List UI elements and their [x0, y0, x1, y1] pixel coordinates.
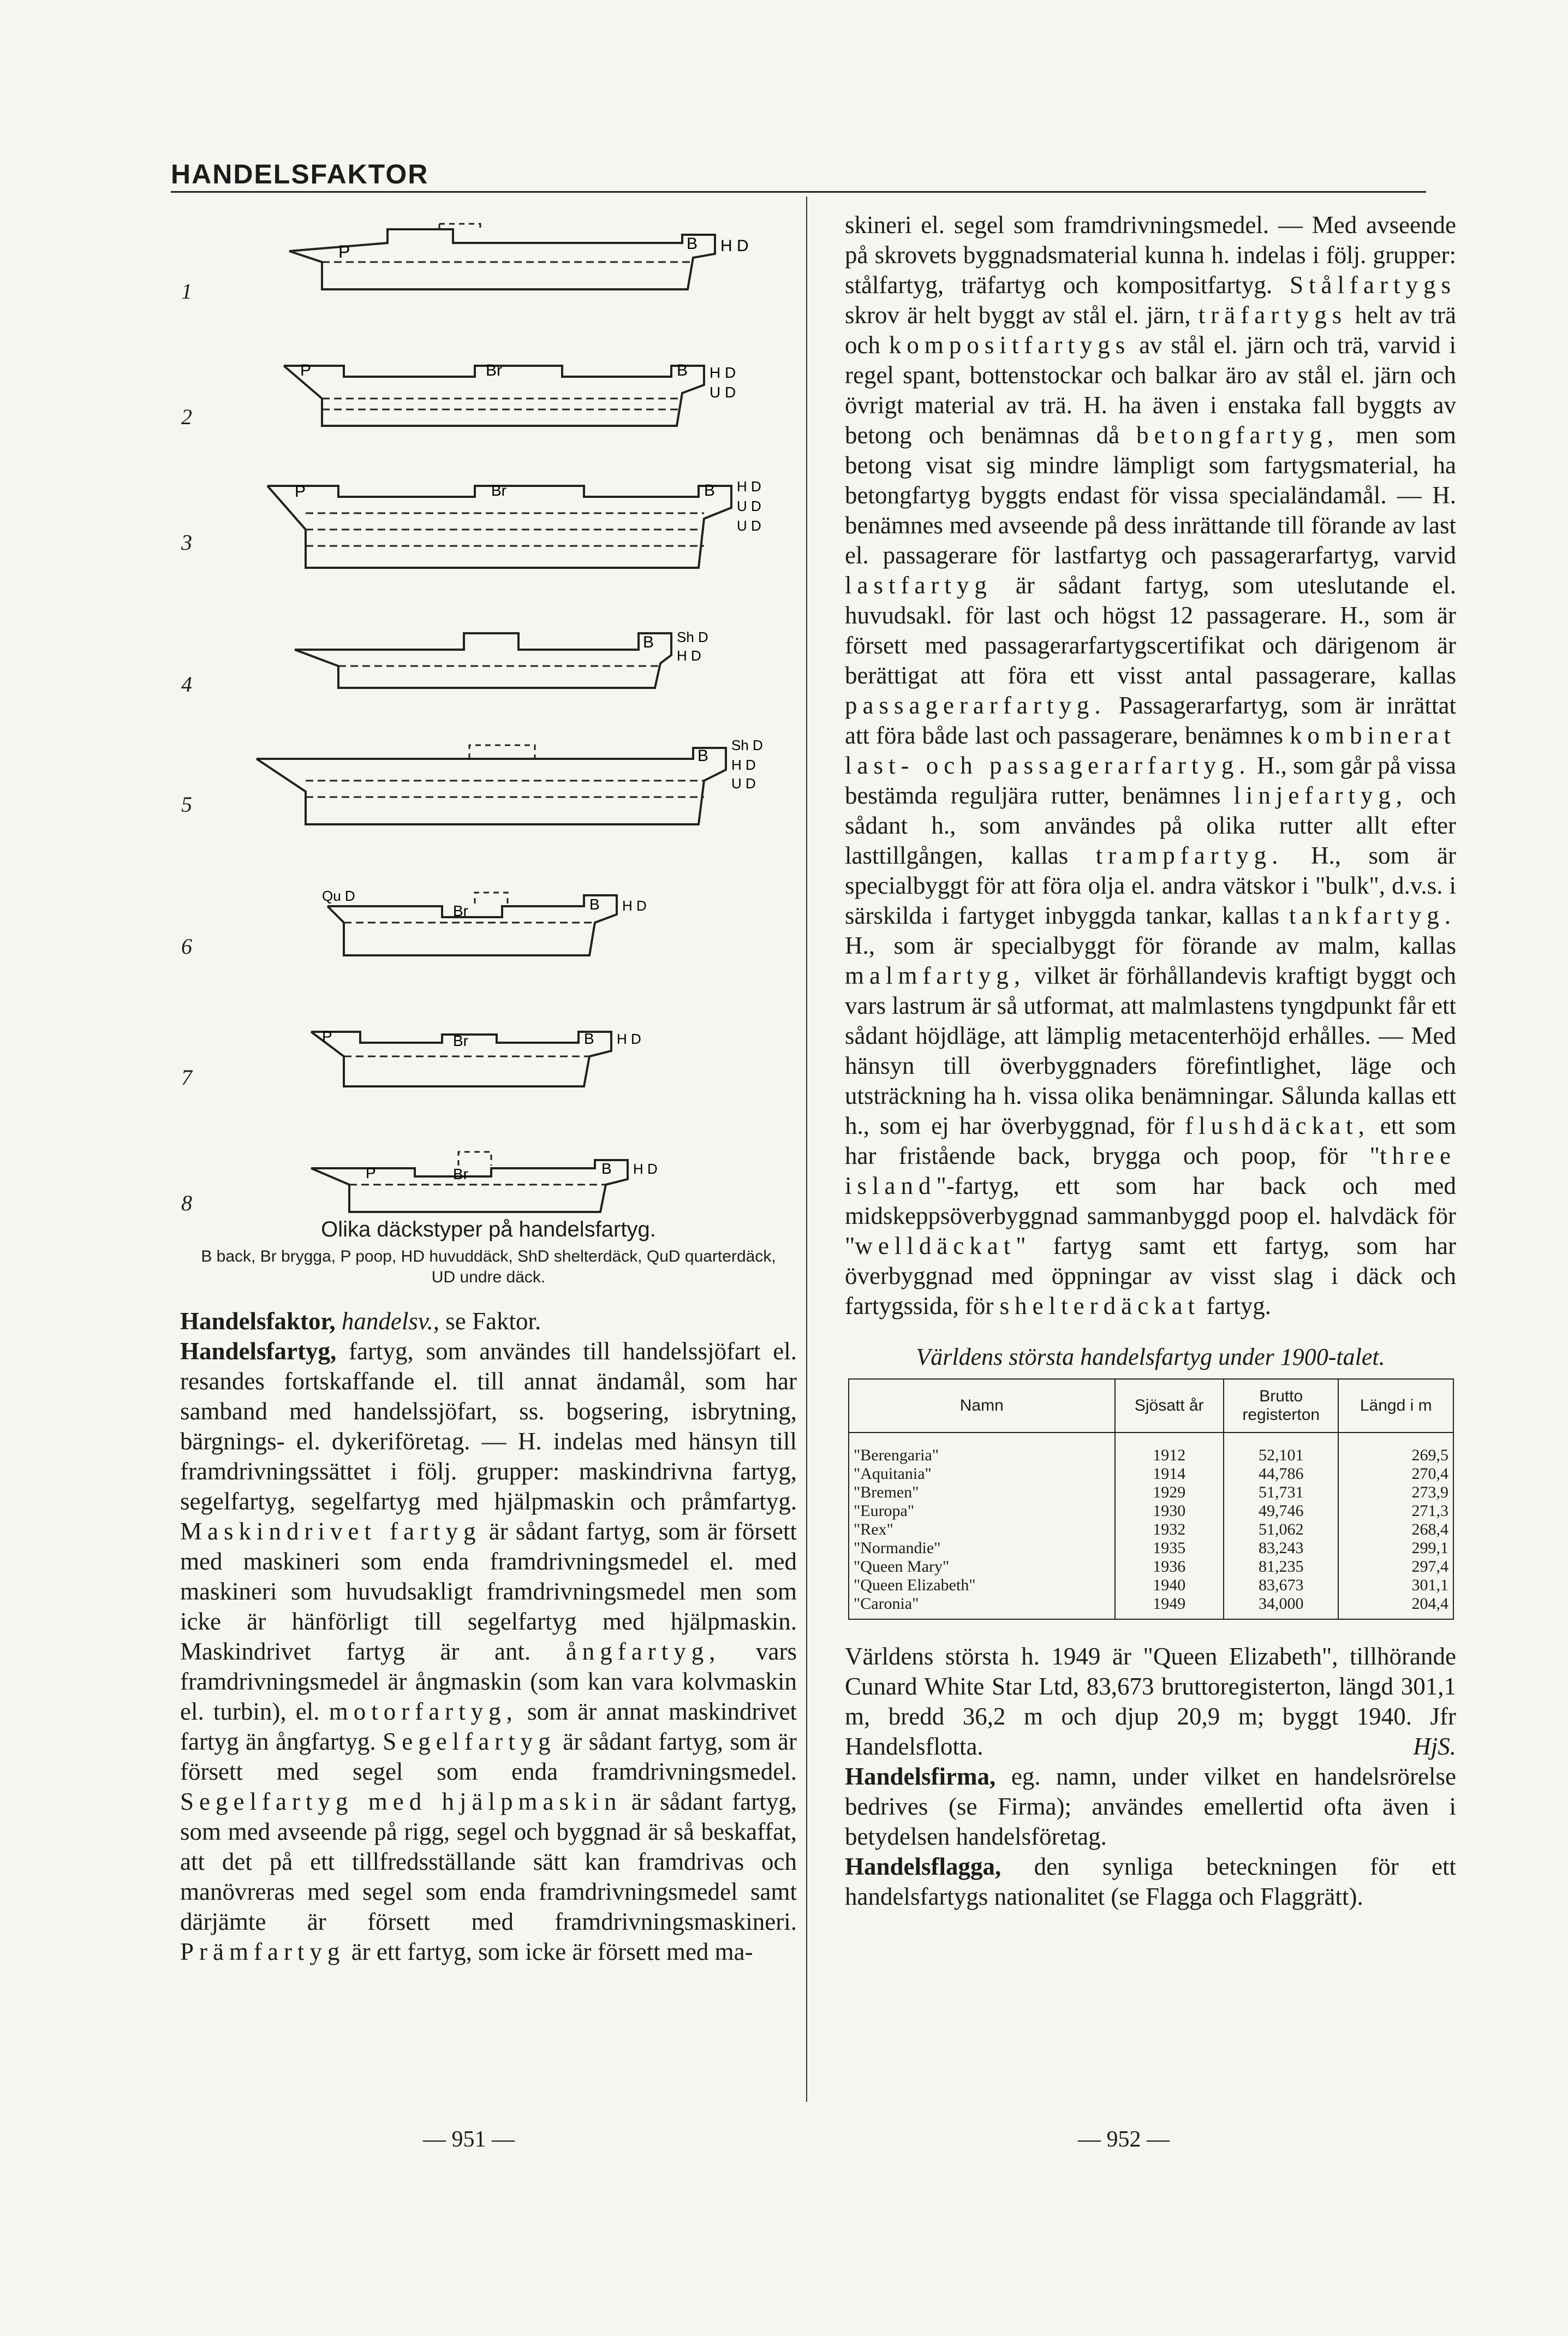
label-p: P — [366, 1164, 376, 1181]
table-row — [849, 1576, 1453, 1595]
spaced-term: linjefartyg, — [1233, 782, 1408, 809]
entry-text: av stål el. järn och trä, varvid i regel spant, bottenstockar och balkar äro av stål el. järn och övrigt material av trä. H. ha även i enstaka fall byggts av betong och benämnas då — [845, 331, 1456, 449]
entry-text: är ett fartyg, som icke är försett med ma- — [351, 1938, 753, 1965]
spaced-term: lastfartyg — [845, 572, 992, 599]
ship-diagram-8 — [180, 1130, 797, 1223]
page-header-title: HANDELSFAKTOR — [171, 159, 429, 189]
header-langd: Längd i m — [1338, 1379, 1453, 1432]
ship-diagram-5 — [180, 726, 797, 846]
entry-text: är sådant fartyg, som med avseende på rigg, segel och byggnad är så beskaffat, att det på ett tillfredsställande sätt kan framdrivas och manövreras med segel som enda framdrivningsmedel samt därjämte är försett med framdrivningsmaskineri. — [180, 1788, 797, 1935]
spaced-term: Stålfartygs — [1290, 271, 1456, 299]
label-p: P — [295, 483, 306, 501]
entry-handelsfartyg-continued — [845, 210, 1456, 1321]
entry-text: skineri el. segel som framdrivningsmedel. — Med avseende på skrovets byggnadsmaterial kunna h. indelas i följ. grupper: stålfartyg, träfartyg och kompositfartyg. — [845, 211, 1456, 299]
label-hd: H D — [731, 757, 756, 773]
ship-7-drawing — [213, 1004, 791, 1114]
label-br: Br — [491, 482, 506, 499]
label-b: B — [677, 361, 688, 379]
cell-length: 273,9 — [1338, 1483, 1453, 1502]
entry-text: vars framdrivningsmedel är ångmaskin (som kan vara kolvmaskin el. turbin), el. — [180, 1638, 797, 1725]
entry-text: se Faktor. — [445, 1307, 541, 1335]
ship-number: 2 — [181, 405, 192, 429]
entry-headword: Handelsflagga, — [845, 1853, 1001, 1880]
spaced-term: Prämfartyg — [180, 1938, 345, 1965]
ship-number: 4 — [181, 672, 192, 697]
label-hd: H D — [720, 237, 749, 255]
label-ud: U D — [737, 518, 761, 534]
label-b: B — [589, 896, 600, 913]
ship-2-drawing — [213, 338, 791, 448]
ship-1-drawing — [213, 207, 791, 317]
label-b: B — [584, 1030, 594, 1047]
entry-headword: Handelsfartyg, — [180, 1338, 337, 1365]
label-b: B — [601, 1160, 612, 1177]
entry-text: eg. namn, under vilket en handelsrörelse bedrives (se Firma); användes emellertid ofta även i betydelsen handelsföretag. — [845, 1763, 1457, 1850]
entry-handelsfaktor — [180, 1306, 797, 1336]
header-rule — [171, 191, 1426, 193]
label-ud: U D — [737, 498, 761, 514]
ship-number: 7 — [181, 1065, 192, 1090]
spaced-term: Segelfartyg — [383, 1728, 556, 1755]
cell-length: 204,4 — [1338, 1595, 1453, 1619]
header-sjosatt: Sjösatt år — [1115, 1379, 1224, 1432]
table-row — [849, 1502, 1453, 1520]
cell-length: 271,3 — [1338, 1502, 1453, 1520]
spaced-term: flushdäckat, — [1185, 1112, 1370, 1139]
cell-year: 1932 — [1115, 1520, 1224, 1539]
figure-caption: Olika däckstyper på handelsfartyg. — [321, 1217, 656, 1241]
spaced-term: betongfartyg, — [1136, 421, 1339, 449]
cell-name: "Caronia" — [849, 1595, 1115, 1619]
ship-8-drawing — [213, 1130, 791, 1223]
spaced-term: tankfartyg. — [1289, 902, 1456, 929]
entry-text: är sådant fartyg, som är försett med segel som enda framdrivningsmedel. — [180, 1728, 797, 1785]
cell-year: 1949 — [1115, 1595, 1224, 1619]
cell-length: 268,4 — [1338, 1520, 1453, 1539]
largest-ships-table — [848, 1378, 1454, 1620]
entry-text: "-fartyg, ett som har back och med midskeppsöverbyggnad sammanbyggd poop el. halvdäck för " — [845, 1172, 1456, 1259]
ship-number: 5 — [181, 792, 192, 817]
cell-tonnage: 83,673 — [1224, 1576, 1339, 1595]
entry-text: som är annat maskindrivet fartyg än ångfartyg. — [180, 1698, 797, 1755]
cell-name: "Berengaria" — [849, 1432, 1115, 1465]
ship-number: 6 — [181, 934, 192, 959]
header-namn: Namn — [849, 1379, 1115, 1432]
cell-tonnage: 83,243 — [1224, 1539, 1339, 1558]
cell-year: 1940 — [1115, 1576, 1224, 1595]
table-header-row — [849, 1379, 1453, 1432]
cell-tonnage: 49,746 — [1224, 1502, 1339, 1520]
label-p: P — [300, 361, 312, 379]
column-divider — [806, 197, 807, 2102]
deck-type-diagrams — [180, 207, 797, 1217]
entry-text: fartyg. — [1206, 1292, 1271, 1319]
cell-tonnage: 51,062 — [1224, 1520, 1339, 1539]
cell-year: 1912 — [1115, 1432, 1224, 1465]
right-column — [845, 210, 1456, 1912]
table-row — [849, 1595, 1453, 1619]
label-hd: H D — [677, 647, 701, 664]
entry-text: är sådant fartyg, som uteslutande el. huvudsakl. för last och högst 12 passagerare. H., som är försett med passagerarfartygscertifikat och därigenom är berättigat att föra ett visst antal passagerare, kallas — [845, 572, 1457, 689]
label-b: B — [643, 633, 654, 651]
cell-length: 297,4 — [1338, 1558, 1453, 1576]
cell-year: 1935 — [1115, 1539, 1224, 1558]
label-b: B — [704, 482, 716, 500]
entry-headword: Handelsfirma, — [845, 1763, 996, 1790]
label-shd: Sh D — [677, 629, 708, 645]
ship-number: 8 — [181, 1191, 192, 1215]
spaced-term: ångfartyg, — [565, 1638, 721, 1665]
entry-handelsfartyg — [180, 1336, 797, 1967]
ship-5-drawing — [213, 726, 791, 846]
spaced-term: shelterdäckat — [999, 1292, 1201, 1319]
cell-name: "Queen Mary" — [849, 1558, 1115, 1576]
entry-handelsflagga — [845, 1852, 1456, 1912]
table-row — [849, 1432, 1453, 1465]
label-p: P — [322, 1028, 332, 1045]
label-br: Br — [486, 361, 502, 379]
ship-number: 3 — [181, 530, 192, 555]
label-hd: H D — [737, 478, 761, 495]
cell-tonnage: 51,731 — [1224, 1483, 1339, 1502]
spaced-term: träfartygs — [1198, 301, 1348, 329]
cell-name: "Normandie" — [849, 1539, 1115, 1558]
table-row — [849, 1558, 1453, 1576]
ship-number: 1 — [181, 279, 192, 304]
spaced-term: kompositfartygs — [889, 331, 1131, 359]
ship-4-drawing — [213, 611, 791, 721]
cell-name: "Rex" — [849, 1520, 1115, 1539]
label-p: P — [338, 242, 350, 261]
cell-length: 270,4 — [1338, 1465, 1453, 1483]
cell-length: 269,5 — [1338, 1432, 1453, 1465]
left-column — [180, 207, 797, 1967]
label-b: B — [687, 235, 698, 253]
ship-diagram-3 — [180, 464, 797, 590]
entry-text: helt av trä och — [845, 301, 1456, 359]
spaced-term: trampfartyg. — [1095, 842, 1284, 869]
table-row — [849, 1483, 1453, 1502]
entry-headword: Handelsfaktor, — [180, 1307, 336, 1335]
label-hd: H D — [617, 1031, 641, 1047]
entry-text: vilket är förhållandevis kraftigt byggt och vars lastrum är så utformat, att malmlastens tyngdpunkt får ett sådant höjdläge, att lämplig metacenterhöjd erhålles. — Med hänsyn till överbyggnaders förefintlighet, läge och utsträckning ha h. vissa olika benämningar. Sålunda kallas ett h., som ej har överbyggnad, för — [845, 962, 1456, 1139]
cell-name: "Aquitania" — [849, 1465, 1115, 1483]
ship-6-drawing — [213, 873, 791, 983]
entry-text: H., som går på vissa bestämda reguljära rutter, benämnes — [845, 752, 1456, 809]
entry-text: men som betong visat sig mindre lämpligt som fartygsmaterial, ha betongfartyg byggts endast för vissa specialändamål. — H. benämnes med avseende på dess inrättande till förande av last el. passagerare för lastfartyg och passagerarfartyg, varvid — [845, 421, 1456, 569]
entry-abbr: handelsv., — [341, 1307, 440, 1335]
label-br: Br — [453, 1032, 468, 1049]
cell-length: 301,1 — [1338, 1576, 1453, 1595]
spaced-term: passagerarfartyg. — [845, 692, 1106, 719]
entry-text: Världens största h. 1949 är "Queen Elizabeth", tillhörande Cunard White Star Ltd, 83,673 bruttoregisterton, längd 301,1 m, bredd 36,2 m och djup 20,9 m; byggt 1940. Jfr Handelsflotta. — [845, 1643, 1456, 1760]
cell-year: 1929 — [1115, 1483, 1224, 1502]
spaced-term: kombinerat last- och passagerarfartyg. — [845, 722, 1456, 779]
ship-diagram-7 — [180, 1004, 797, 1114]
ship-diagram-6 — [180, 873, 797, 983]
page-number-right: — 952 — — [1078, 2127, 1170, 2152]
label-hd: H D — [633, 1161, 658, 1177]
label-ud: U D — [731, 775, 756, 792]
entry-largest-ship-note — [845, 1642, 1456, 1762]
label-shd: Sh D — [731, 737, 763, 753]
cell-name: "Europa" — [849, 1502, 1115, 1520]
entry-text: och sådant h., som användes på olika rutter allt efter lasttillgången, kallas — [845, 782, 1457, 869]
header-brutto: Brutto registerton — [1224, 1379, 1339, 1432]
cell-tonnage: 34,000 — [1224, 1595, 1339, 1619]
cell-name: "Bremen" — [849, 1483, 1115, 1502]
table-row — [849, 1539, 1453, 1558]
entry-text: Passagerarfartyg, som är inrättat att föra både last och passagerare, benämnes — [845, 692, 1456, 749]
entry-text: den synliga beteckningen för ett handelsfartygs nationalitet (se Flagga och Flaggrätt). — [845, 1853, 1457, 1910]
label-b: B — [697, 747, 709, 765]
cell-length: 299,1 — [1338, 1539, 1453, 1558]
author-signature: HjS. — [1413, 1733, 1456, 1760]
label-qud: Qu D — [322, 888, 355, 904]
entry-text: " fartyg samt ett fartyg, som har överbyggnad med öppningar av visst slag i däck och fartygssida, för — [845, 1232, 1456, 1319]
entry-text: skrov är helt byggt av stål el. järn, — [845, 301, 1191, 329]
cell-year: 1930 — [1115, 1502, 1224, 1520]
cell-tonnage: 44,786 — [1224, 1465, 1339, 1483]
spaced-term: Segelfartyg med hjälpmaskin — [180, 1788, 622, 1815]
cell-tonnage: 52,101 — [1224, 1432, 1339, 1465]
page-number-left: — 951 — — [423, 2127, 515, 2152]
entry-text: H., som är specialbyggt för förande av malm, kallas — [845, 932, 1456, 959]
entry-text: H., som är specialbyggt för att föra olja el. andra vätskor i "bulk", d.v.s. i särskilda i fartyget inbyggda tankar, kallas — [845, 842, 1457, 929]
label-hd: H D — [710, 364, 736, 381]
label-br: Br — [453, 1166, 468, 1182]
table-body — [849, 1432, 1453, 1619]
ship-diagram-4 — [180, 611, 797, 721]
spaced-term: motorfartyg, — [329, 1698, 518, 1725]
cell-year: 1914 — [1115, 1465, 1224, 1483]
entry-text: är sådant fartyg, som är försett med maskineri som enda framdrivningsmedel el. med maskineri som huvudsakligt framdrivningsmedel men som icke är hänförligt till segelfartyg med hjälpmaskin. Maskindrivet fartyg är ant. — [180, 1518, 797, 1665]
entry-text: ett som har fristående back, brygga och poop, för " — [845, 1112, 1457, 1169]
ship-diagram-2 — [180, 338, 797, 448]
cell-tonnage: 81,235 — [1224, 1558, 1339, 1576]
spaced-term: Maskindrivet fartyg — [180, 1518, 481, 1545]
label-ud: U D — [710, 384, 736, 401]
spaced-term: malmfartyg, — [845, 962, 1026, 989]
cell-name: "Queen Elizabeth" — [849, 1576, 1115, 1595]
entry-text: fartyg, som användes till handelssjöfart el. resandes fortskaffande el. till annat ändamål, som har samband med handelssjöfart, ss. bogsering, isbrytning, bärgnings- el. dykeriföretag. — H. indelas med hänsyn till framdrivningssättet i följ. grupper: maskindrivna fartyg, segelfartyg, segelfartyg med hjälpmaskin och pråmfartyg. — [180, 1338, 797, 1515]
entry-handelsfirma — [845, 1762, 1456, 1852]
table-caption: Världens största handelsfartyg under 1900-talet. — [916, 1344, 1385, 1370]
cell-year: 1936 — [1115, 1558, 1224, 1576]
label-br: Br — [453, 902, 468, 919]
ship-3-drawing — [213, 464, 791, 595]
label-hd: H D — [622, 897, 647, 914]
ship-diagram-1 — [180, 207, 797, 317]
spaced-term: three island — [845, 1142, 1456, 1199]
spaced-term: welldäckat — [855, 1232, 1016, 1259]
table-row — [849, 1465, 1453, 1483]
table-row — [849, 1520, 1453, 1539]
figure-legend: B back, Br brygga, P poop, HD huvuddäck, ShD shelterdäck, QuD quarterdäck, UD undre däck. — [201, 1247, 776, 1286]
